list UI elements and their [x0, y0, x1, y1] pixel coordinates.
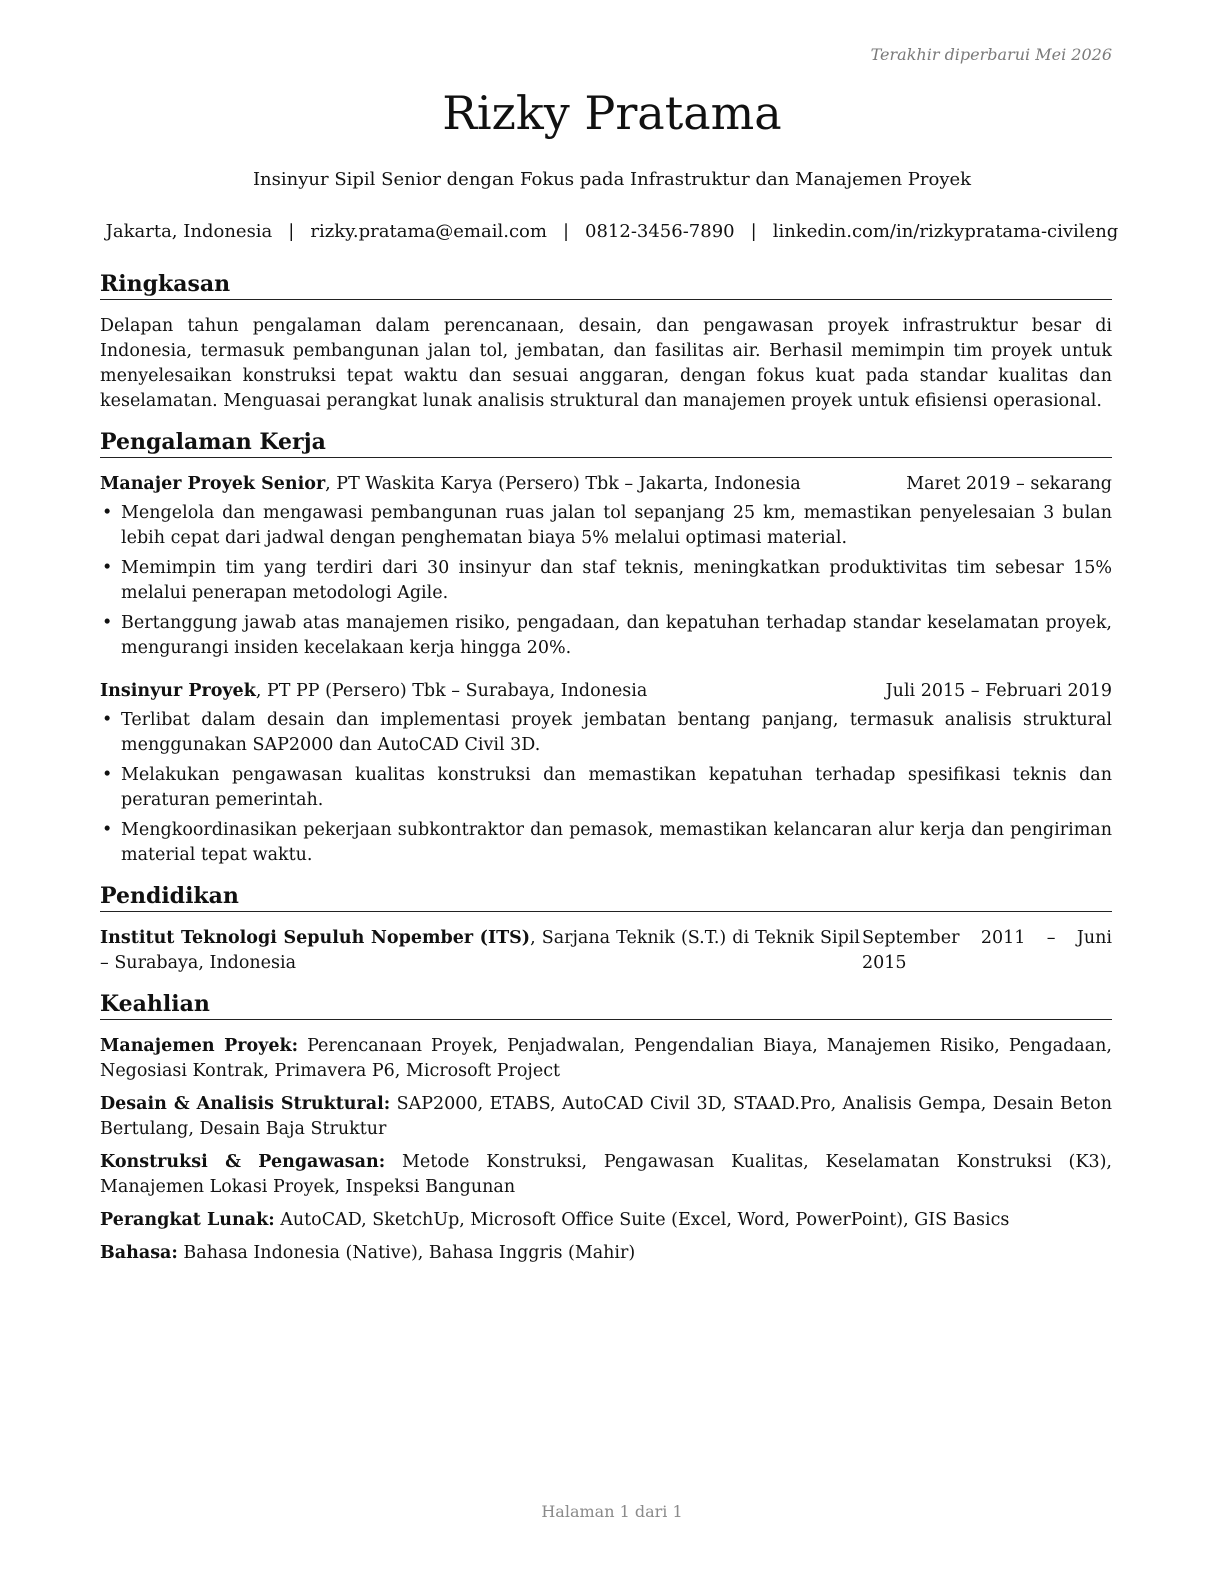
job-role: Insinyur Proyek — [100, 681, 256, 701]
job-header — [100, 472, 1112, 497]
job-bullets — [102, 501, 1112, 661]
job-entry — [100, 679, 1112, 868]
skill-text: Perencanaan Proyek, Penjadwalan, Pengendalian Biaya, Manajemen Risiko, Pengadaan, Negosiasi Kontrak, Primavera P6, Microsoft Project — [100, 1036, 1112, 1081]
skill-label: Desain & Analisis Struktural: — [100, 1094, 391, 1114]
experience-section — [100, 428, 1112, 868]
contact-phone: 0812-3456-7890 — [585, 221, 735, 242]
skill-row — [100, 1208, 1112, 1233]
contact-separator: | — [288, 221, 295, 242]
job-dates: Maret 2019 – sekarang — [906, 474, 1112, 494]
contact-line — [0, 221, 1224, 242]
job-org: , PT PP (Persero) Tbk – Surabaya, Indonesia — [255, 681, 648, 701]
resume-content — [100, 270, 1112, 1280]
summary-text: Delapan tahun pengalaman dalam perencanaan, desain, dan pengawasan proyek infrastruktur besar di Indonesia, termasuk pembangunan jalan tol, jembatan, dan fasilitas air. Berhasil memimpin tim proyek untuk menyelesaikan konstruksi tepat waktu dan sesuai anggaran, dengan fokus kuat pada standar kualitas dan keselamatan. Menguasai perangkat lunak analisis struktural dan manajemen proyek untuk efisiensi operasional. — [100, 316, 1112, 411]
section-title-education: Pendidikan — [100, 882, 1112, 912]
job-bullet: • Mengkoordinasikan pekerjaan subkontraktor dan pemasok, memastikan kelancaran alur kerja dan pengiriman material tepat waktu. — [102, 818, 1112, 868]
job-org: , PT Waskita Karya (Persero) Tbk – Jakarta, Indonesia — [325, 474, 801, 494]
skill-label: Manajemen Proyek: — [100, 1036, 299, 1056]
section-title-skills: Keahlian — [100, 990, 1112, 1020]
skill-label: Bahasa: — [100, 1243, 178, 1263]
education-dates: September 2011 – Juni 2015 — [862, 928, 1112, 973]
skill-row — [100, 1241, 1112, 1266]
summary-section — [100, 270, 1112, 414]
skill-text: SAP2000, ETABS, AutoCAD Civil 3D, STAAD.Pro, Analisis Gempa, Desain Beton Bertulang, Desain Baja Struktur — [100, 1094, 1112, 1139]
skill-label: Konstruksi & Pengawasan: — [100, 1152, 386, 1172]
job-bullet: • Bertanggung jawab atas manajemen risiko, pengadaan, dan kepatuhan terhadap standar keselamatan proyek, mengurangi insiden kecelakaan kerja hingga 20%. — [102, 611, 1112, 661]
education-detail: , Sarjana Teknik (S.T.) di Teknik Sipil – Surabaya, Indonesia — [100, 928, 860, 973]
skill-text: Bahasa Indonesia (Native), Bahasa Inggris (Mahir) — [177, 1243, 636, 1263]
job-bullet: • Memimpin tim yang terdiri dari 30 insinyur dan staf teknis, meningkatkan produktivitas tim sebesar 15% melalui penerapan metodologi Agile. — [102, 556, 1112, 606]
job-header — [100, 679, 1112, 704]
education-school: Institut Teknologi Sepuluh Nopember (ITS) — [100, 928, 531, 948]
education-entry — [100, 926, 1112, 976]
job-role: Manajer Proyek Senior — [100, 474, 326, 494]
job-bullet: • Terlibat dalam desain dan implementasi proyek jembatan bentang panjang, termasuk analisis struktural menggunakan SAP2000 dan AutoCAD Civil 3D. — [102, 708, 1112, 758]
skill-row — [100, 1034, 1112, 1084]
job-bullet: • Melakukan pengawasan kualitas konstruksi dan memastikan kepatuhan terhadap spesifikasi teknis dan peraturan pemerintah. — [102, 763, 1112, 813]
skill-text: Metode Konstruksi, Pengawasan Kualitas, Keselamatan Konstruksi (K3), Manajemen Lokasi Proyek, Inspeksi Bangunan — [100, 1152, 1112, 1197]
candidate-name: Rizky Pratama — [442, 86, 782, 140]
contact-separator: | — [750, 221, 757, 242]
skill-row — [100, 1092, 1112, 1142]
job-dates: Juli 2015 – Februari 2019 — [885, 681, 1112, 701]
page-number: Halaman 1 dari 1 — [541, 1502, 683, 1521]
last-updated: Terakhir diperbarui Mei 2026 — [870, 45, 1112, 64]
job-bullet: • Mengelola dan mengawasi pembangunan ruas jalan tol sepanjang 25 km, memastikan penyelesaian 3 bulan lebih cepat dari jadwal dengan penghematan biaya 5% melalui optimasi material. — [102, 501, 1112, 551]
section-title-experience: Pengalaman Kerja — [100, 428, 1112, 458]
skill-text: AutoCAD, SketchUp, Microsoft Office Suite (Excel, Word, PowerPoint), GIS Basics — [274, 1210, 1010, 1230]
job-entry — [100, 472, 1112, 661]
contact-linkedin[interactable]: linkedin.com/in/rizkypratama-civileng — [772, 221, 1119, 242]
contact-separator: | — [562, 221, 570, 242]
skill-label: Perangkat Lunak: — [100, 1210, 275, 1230]
job-bullets — [102, 708, 1112, 868]
skill-row — [100, 1150, 1112, 1200]
skills-section — [100, 990, 1112, 1266]
education-section — [100, 882, 1112, 976]
tagline: Insinyur Sipil Senior dengan Fokus pada Infrastruktur dan Manajemen Proyek — [252, 169, 972, 190]
section-title-summary: Ringkasan — [100, 270, 1112, 300]
contact-location: Jakarta, Indonesia — [105, 221, 273, 242]
contact-email[interactable]: rizky.pratama@email.com — [310, 221, 547, 242]
